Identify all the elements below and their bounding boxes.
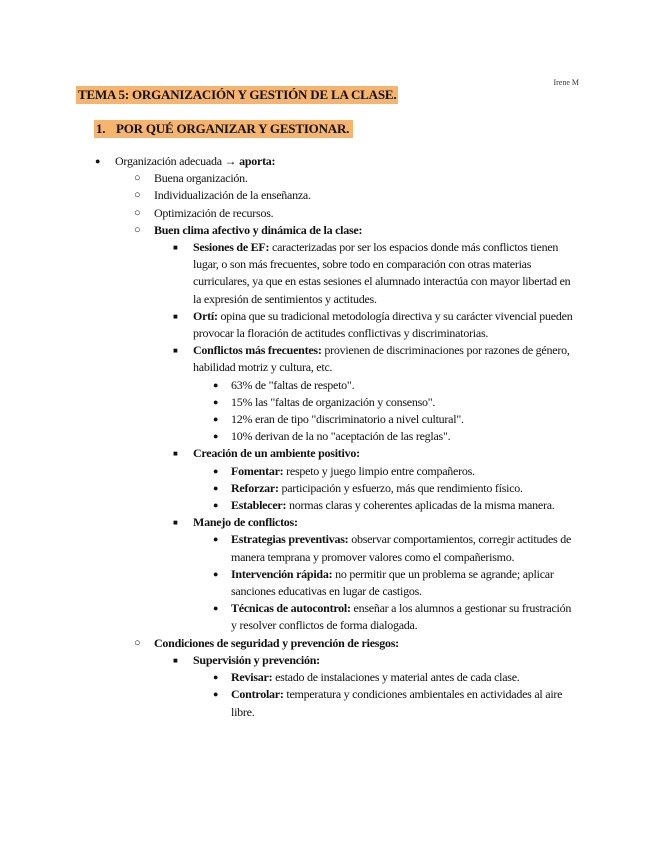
list-item-text (231, 531, 573, 565)
list-item-text (231, 497, 573, 514)
list-item-text (193, 239, 577, 308)
section-title: POR QUÉ ORGANIZAR Y GESTIONAR. (116, 121, 350, 136)
list-item (0, 308, 655, 342)
author-name: Irene M (553, 78, 579, 87)
bullet-marker: ■ (173, 346, 178, 356)
bullet-marker: ● (95, 156, 101, 166)
list-item-description: Organización adecuada → (115, 154, 240, 168)
list-item-text (231, 377, 573, 394)
list-item (0, 686, 655, 720)
list-item (0, 480, 655, 497)
bullet-marker: ■ (173, 311, 178, 321)
list-item-text (231, 394, 573, 411)
list-item-description: enseñar a los alumnos a gestionar su frustración y resolver conflictos de forma dialogada. (231, 601, 572, 633)
list-item-term: Conflictos más frecuentes: (193, 343, 322, 358)
bullet-marker: ○ (134, 223, 141, 236)
list-item-text (193, 514, 577, 531)
list-item-description: no permitir que un problema se agrande; aplicar sanciones educativas en lugar de castigos. (231, 566, 554, 599)
list-item (0, 652, 655, 669)
list-item-term: Manejo de conflictos: (193, 515, 298, 530)
list-item-text (193, 342, 577, 376)
list-item-term: aporta: (239, 154, 276, 168)
list-item-text (231, 669, 573, 686)
list-item-text (154, 635, 585, 652)
document-title: TEMA 5: ORGANIZACIÓN Y GESTIÓN DE LA CLASE. (78, 87, 397, 102)
list-item (0, 153, 655, 170)
list-item-text (231, 686, 573, 720)
list-item (0, 239, 655, 308)
list-item (0, 411, 655, 428)
list-item (0, 497, 655, 514)
list-item-text (154, 187, 585, 204)
list-item (0, 635, 655, 652)
list-item-term: Fomentar: (231, 463, 284, 478)
list-item (0, 187, 655, 204)
list-item (0, 445, 655, 462)
list-item (0, 514, 655, 531)
list-item-description: 12% eran de tipo "discriminatorio a nivel cultural". (231, 412, 464, 427)
bullet-marker: ○ (134, 189, 141, 202)
list-item-text (231, 428, 573, 445)
bullet-marker: ● (213, 603, 219, 614)
list-item-description: normas claras y coherentes aplicadas de la misma manera. (286, 498, 555, 513)
list-item-term: Sesiones de EF: (193, 240, 270, 255)
list-item-description: 15% las "faltas de organización y consenso". (231, 394, 436, 409)
list-item-description: temperatura y condiciones ambientales en actividades al aire libre. (231, 687, 563, 719)
bullet-marker: ■ (173, 655, 178, 665)
bullet-marker: ○ (134, 636, 141, 649)
list-item-description: 63% de "faltas de respeto". (231, 377, 355, 392)
list-item-term: Establecer: (231, 498, 287, 513)
bullet-marker: ● (213, 500, 219, 511)
list-item (0, 566, 655, 600)
list-item (0, 394, 655, 411)
list-item-text (115, 153, 585, 170)
bullet-marker: ● (213, 431, 219, 442)
list-item-text (231, 600, 573, 634)
list-item-term: Revisar: (231, 670, 273, 685)
list-item (0, 600, 655, 634)
list-item-term: Reforzar: (231, 480, 279, 495)
section-number: 1. (96, 121, 106, 136)
list-item-text (193, 445, 577, 462)
list-item-term: Ortí: (193, 308, 218, 323)
list-item-description: observar comportamientos, corregir actitudes de manera temprana y promover valores como el compañerismo. (231, 532, 572, 564)
list-item-text (231, 566, 573, 600)
bullet-marker: ○ (134, 172, 141, 185)
list-item-description: participación y esfuerzo, más que rendimiento físico. (278, 480, 523, 495)
list-item-term: Técnicas de autocontrol: (231, 601, 351, 616)
list-item-term: Condiciones de seguridad y prevención de riesgos: (154, 635, 399, 650)
bullet-marker: ● (213, 534, 219, 545)
list-item-text (193, 308, 577, 342)
list-item (0, 222, 655, 239)
list-item (0, 669, 655, 686)
bullet-marker: ■ (173, 243, 178, 253)
list-item (0, 342, 655, 376)
list-item-term: Intervención rápida: (231, 566, 333, 581)
outline-list (0, 153, 655, 721)
list-item (0, 428, 655, 445)
list-item-description: opina que su tradicional metodología directiva y su carácter vivencial pueden provocar la floración de actitudes conflictivas y discriminatorias. (193, 308, 573, 341)
bullet-marker: ● (213, 568, 219, 579)
bullet-marker: ● (213, 396, 219, 407)
list-item-text (231, 480, 573, 497)
bullet-marker: ● (213, 672, 219, 683)
list-item-term: Buen clima afectivo y dinámica de la clase: (154, 222, 363, 237)
list-item (0, 463, 655, 480)
list-item-description: caracterizadas por ser los espacios donde más conflictos tienen lugar, o son más frecuentes, sobre todo en comparación con otras materias curriculares, ya que en estas sesiones el alumnado interactúa con mayor libertad en la expresión de sentimientos y actitudes. (193, 240, 571, 306)
list-item (0, 377, 655, 394)
list-item-description: 10% derivan de la no "aceptación de las reglas". (231, 429, 451, 444)
bullet-marker: ● (213, 414, 219, 425)
list-item-term: Creación de un ambiente positivo: (193, 446, 360, 461)
list-item-description: estado de instalaciones y material antes de cada clase. (272, 670, 520, 685)
list-item-text (193, 652, 577, 669)
list-item-text (154, 222, 585, 239)
list-item-text (154, 205, 585, 222)
bullet-marker: ● (213, 482, 219, 493)
list-item (0, 170, 655, 187)
list-item (0, 531, 655, 565)
bullet-marker: ○ (134, 206, 141, 219)
list-item-term: Estrategias preventivas: (231, 532, 349, 547)
list-item-term: Supervisión y prevención: (193, 652, 320, 667)
list-item-term: Controlar: (231, 687, 284, 702)
section-heading (94, 120, 353, 138)
list-item-text (231, 411, 573, 428)
list-item (0, 205, 655, 222)
list-item-description: Buena organización. (154, 171, 248, 186)
bullet-marker: ■ (173, 449, 178, 459)
list-item-text (154, 170, 585, 187)
list-item-text (231, 463, 573, 480)
list-item-description: Individualización de la enseñanza. (154, 188, 311, 203)
bullet-marker: ● (213, 689, 219, 700)
list-item-description: Optimización de recursos. (154, 205, 274, 220)
bullet-marker: ● (213, 379, 219, 390)
list-item-description: respeto y juego limpio entre compañeros. (283, 463, 475, 478)
bullet-marker: ■ (173, 518, 178, 528)
list-item-description: provienen de discriminaciones por razones de género, habilidad motriz y cultura, etc. (193, 343, 570, 375)
bullet-marker: ● (213, 465, 219, 476)
